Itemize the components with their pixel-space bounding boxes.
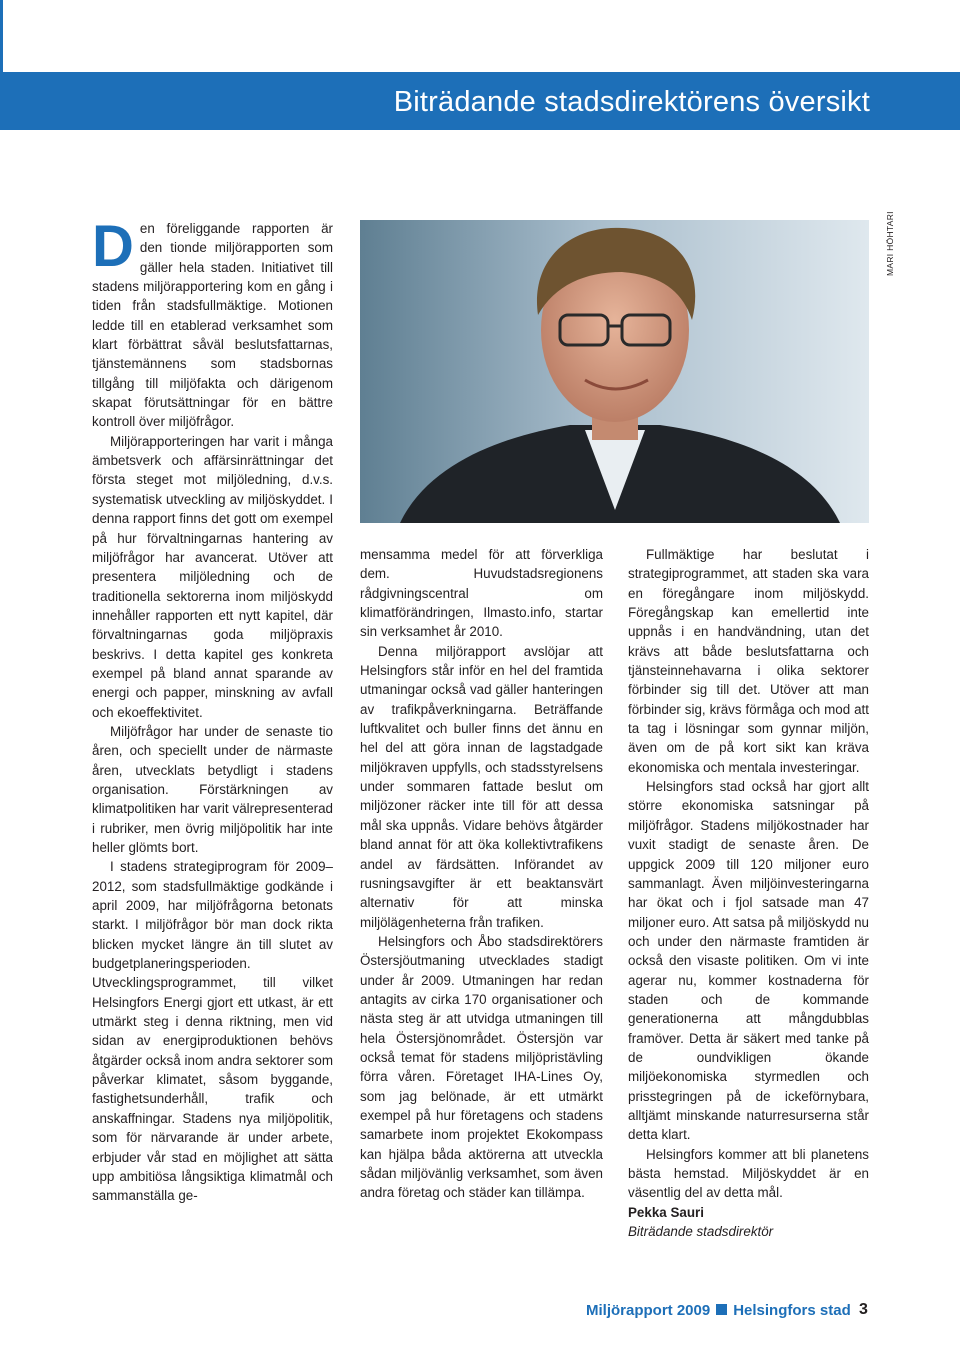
signature-title: Biträdande stadsdirektör [628, 1224, 774, 1240]
footer [586, 1302, 851, 1319]
page-top-margin [0, 0, 960, 72]
portrait-photo [360, 220, 869, 523]
paragraph: Helsingfors och Åbo stadsdirektörers Östersjöutmaning utvecklades stadigt under år 2009. Utmaningen har redan antagits av cirka 170 organisationer och nästa steg är att utvidga utmaningen till hela Östersjönområdet. Östersjön var också temat för stadens miljöpristävling förra våren. Företaget IHA-Lines Oy, som jag belönade, är ett utmärkt exempel på hur företagens och stadens samarbete inom projektet Ekokompass kan hjälpa båda aktörerna att utveckla sådan miljövänlig verksamhet, som även andra företag och städer kan tillämpa. [360, 933, 603, 1201]
footer-publication: Miljörapport 2009 [586, 1302, 711, 1319]
article-column-1 [92, 214, 333, 1206]
paragraph: Miljörapporteringen har varit i många ämbetsverk och affärsinrättningar det första steget mot miljöledning, d.v.s. systematisk utveckling av miljöskyddet. I denna rapport finns det gott om exempel på hur förvaltningarnas hantering av miljöfrågor har avancerat. Utöver att presentera miljöledning och de traditionella sektorerna inom miljöskydd innehåller rapporten ett nytt kapitel, där förvaltningarnas goda miljöpraxis beskrivs. I detta kapitel ges konkreta exempel på bland annat sparande av energi och papper, minskning av avfall och ekoeffektivitet. [92, 433, 333, 720]
article-column-3 [628, 545, 869, 1241]
paragraph: Helsingfors stad också har gjort allt större ekonomiska satsningar på miljöfrågor. Stadens miljökostnader har vuxit stadigt de senaste åren. De uppgick 2009 till 120 miljoner euro sammanlagt. Även miljöinvesteringarna har ökat och i fjol satsade man 47 miljoner euro. Att satsa på miljöskydd nu och under den närmaste framtiden är också den visaste politiken. Om vi inte agerar nu, kommer kostnaderna för staden och de kommande generationerna att mångdubblas framöver. Detta är säkert med tanke på de oundvikligen ökande miljöekonomiska styrmedlen och prisstegringen på de ickeförnybara, alltjämt minskande naturresurserna står detta klart. [628, 779, 869, 1143]
paragraph: I stadens strategiprogram för 2009–2012, som stadsfullmäktige godkände i april 2009, har miljöfrågorna betonats starkt. I miljöfrågor bör man dock rikta blicken mycket längre än till slutet av budgetplaneringsperioden. Utvecklingsprogrammet, till vilket Helsingfors Energi gjort ett utkast, är ett utmärkt steg i denna riktning, men vid sidan av energiproduktionen behövs åtgärder också inom andra sektorer som påverkar klimatet, såsom byggande, fastighetsunderhåll, trafik och anskaffningar. Stadens nya miljöpolitik, som för närvarande är under arbete, erbjuder vår stad en möjlighet att sätta upp ambitiösa långsiktiga klimatmål och sammanställa ge- [92, 859, 333, 1204]
page-title: Biträdande stadsdirektörens översikt [393, 86, 870, 118]
photo-credit-text: MARI HÖHTARI [885, 211, 895, 276]
dropcap: D [92, 214, 134, 279]
header-banner [0, 72, 960, 130]
paragraph-text: en föreliggande rapporten är den tionde miljörapporten som gäller hela staden. Initiativet till stadens miljörapportering kom en gång i tiden från stadsfullmäktige. Motionen ledde till en etablerad verksamhet som klart förbättrat såväl beslutsfattarnas, tjänstemännens som stadsbornas tillgång till miljöfakta och därigenom skapat förutsättningar för en bättre kontroll över miljöfrågor. [92, 221, 333, 430]
portrait-image [360, 220, 869, 523]
paragraph: mensamma medel för att förverkliga dem. Huvudstadsregionens rådgivningscentral om klimatförändringen, Ilmasto.info, startar sin verksamhet år 2010. [360, 547, 603, 640]
paragraph: Denna miljörapport avslöjar att Helsingfors står inför en hel del framtida utmaningar också vad gäller hanteringen av trafikpåverkningarna. Beträffande luftkvalitet och buller finns det ännu en hel del att göra innan de lagstadgade miljökraven uppfylls, och stadsstyrelsens under sommaren fattade beslut om miljözoner räcker inte till för att dessa mål ska uppnås. Vidare behövs åtgärder bland annat för att öka kollektivtrafikens andel av färdsätten. Införandet av rusningsavgifter är ett beaktansvärt alternativ för att minska miljölägenheterna från trafiken. [360, 643, 603, 930]
paragraph: Helsingfors kommer att bli planetens bästa hemstad. Miljöskyddet är en väsentlig del av detta mål. [628, 1146, 869, 1201]
footer-city: Helsingfors stad [733, 1302, 851, 1319]
photo-credit [873, 211, 895, 280]
paragraph: Fullmäktige har beslutat i strategiprogrammet, att staden ska vara en föregångare inom miljöskydd. Föregångskap kan emellertid inte uppnås i en handvändning, utan det krävs att både beslutsfattarna och tjänsteinnehavarna i olika sektorer förbinder sig till det. Utöver att man förbinder sig, krävs förmåga och mod att ta tag i lösningar som gynnar miljön, även om de på kort sikt kan kräva ekonomiska och mentala investeringar. [628, 547, 869, 775]
page-number: 3 [859, 1301, 868, 1318]
paragraph: Miljöfrågor har under de senaste tio åren, och speciellt under de närmaste åren, utvecklats betydligt i stadens organisation. Förstärkningen av klimatpolitiken har varit välrepresenterad i rubriker, men övrig miljöpolitik har inte heller glömts bort. [92, 723, 333, 855]
article-column-2 [360, 545, 603, 1203]
signature-name: Pekka Sauri [628, 1204, 704, 1220]
paragraph [92, 214, 333, 432]
square-icon [716, 1304, 727, 1315]
